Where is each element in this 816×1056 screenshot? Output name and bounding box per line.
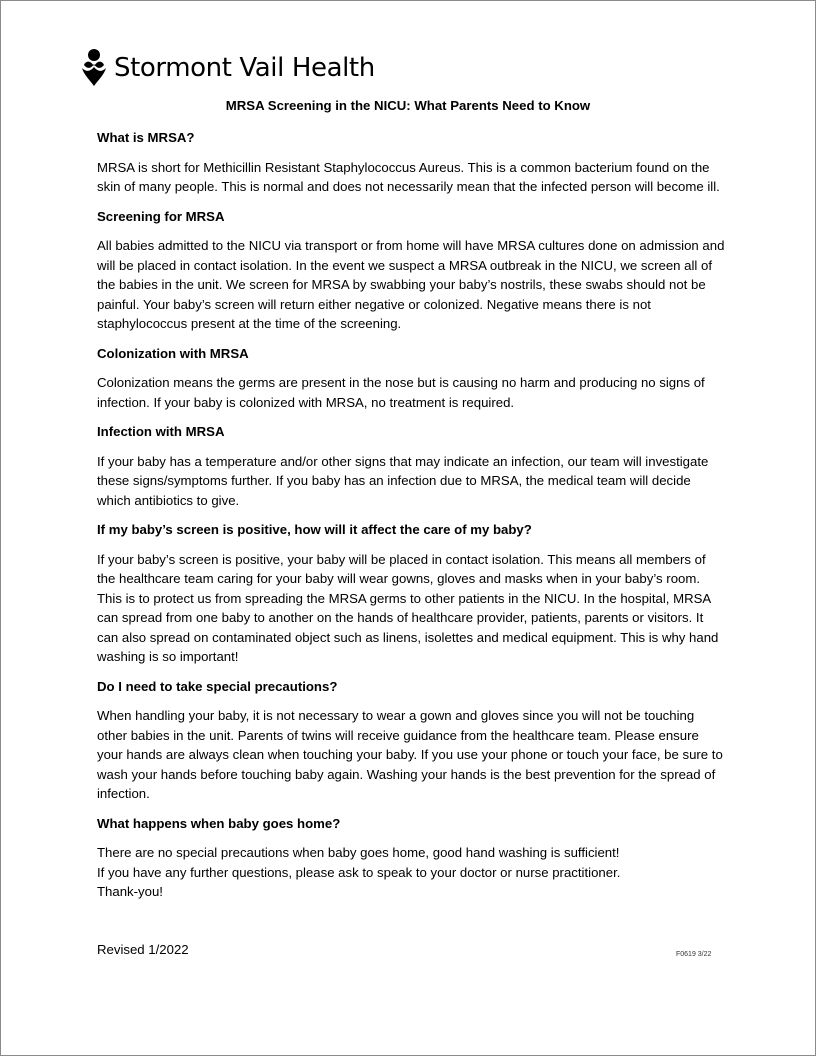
section-paragraph: All babies admitted to the NICU via transport or from home will have MRSA cultures done on admission and will be placed in contact isolation. In the event we suspect a MRSA outbreak in the NICU, we screen all of the babies in the unit. We screen for MRSA by swabbing your baby’s nostrils, these swabs should not be painful. Your baby’s screen will return either negative or colonized. Negative means there is not staphylococcus present at the time of the screening. xyxy=(97,238,725,331)
section-heading: Colonization with MRSA xyxy=(97,345,249,361)
closing-line: Thank-you! xyxy=(97,884,163,899)
section-paragraph: When handling your baby, it is not necessary to wear a gown and gloves since you will not be touching other babies in the unit. Parents of twins will receive guidance from the healthcare team. Please ensure your hands are always clean when touching your baby. If you use your phone or touch your face, be sure to wash your hands before touching baby again. Washing your hands is the best prevention for the spread of infection. xyxy=(97,708,723,801)
section-heading: What happens when baby goes home? xyxy=(97,815,341,831)
brand-logo xyxy=(81,48,375,88)
section-heading: Infection with MRSA xyxy=(97,424,225,439)
section-screening xyxy=(97,207,725,334)
section-heading: Screening for MRSA xyxy=(97,208,225,224)
section-heading: Do I need to take special precautions? xyxy=(97,678,338,694)
closing-line: If you have any further questions, please ask to speak to your doctor or nurse practitioner. xyxy=(97,864,621,880)
brand-name: Stormont Vail Health xyxy=(114,53,375,83)
section-heading: What is MRSA? xyxy=(97,130,195,145)
document-body xyxy=(97,128,725,902)
section-infection xyxy=(97,422,725,510)
section-what-is-mrsa xyxy=(97,128,725,197)
section-paragraph: If your baby’s screen is positive, your baby will be placed in contact isolation. This means all members of the healthcare team caring for your baby will wear gowns, gloves and masks when in your baby’s room. This is to protect us from spreading the MRSA germs to other patients in the NICU. In the hospital, MRSA can spread from one baby to another on the hands of healthcare provider, patients, parents or visitors. It can also spread on contaminated object such as linens, isolettes and medical equipment. This is why hand washing is so important! xyxy=(97,551,719,664)
section-precautions xyxy=(97,677,725,804)
section-colonization xyxy=(97,344,725,413)
section-paragraph: If your baby has a temperature and/or other signs that may indicate an infection, our team will investigate these signs/symptoms further. If you baby has an infection due to MRSA, the medical team will decide which antibiotics to give. xyxy=(97,453,709,508)
closing-lines xyxy=(97,843,725,902)
section-paragraph: MRSA is short for Methicillin Resistant Staphylococcus Aureus. This is a common bacterium found on the skin of many people. This is normal and does not necessarily mean that the infected person will become ill. xyxy=(97,159,720,194)
section-paragraph: Colonization means the germs are present in the nose but is causing no harm and producing no signs of infection. If your baby is colonized with MRSA, no treatment is required. xyxy=(97,375,705,410)
revised-date: Revised 1/2022 xyxy=(97,942,189,957)
form-code: F0619 3/22 xyxy=(676,951,712,958)
section-heading: If my baby’s screen is positive, how will it affect the care of my baby? xyxy=(97,522,532,537)
document-title: MRSA Screening in the NICU: What Parents Need to Know xyxy=(225,98,591,113)
stormont-vail-logo-icon xyxy=(81,48,107,88)
section-screen-positive xyxy=(97,520,725,667)
section-going-home xyxy=(97,814,725,902)
closing-line: There are no special precautions when baby goes home, good hand washing is sufficient! xyxy=(97,845,620,860)
